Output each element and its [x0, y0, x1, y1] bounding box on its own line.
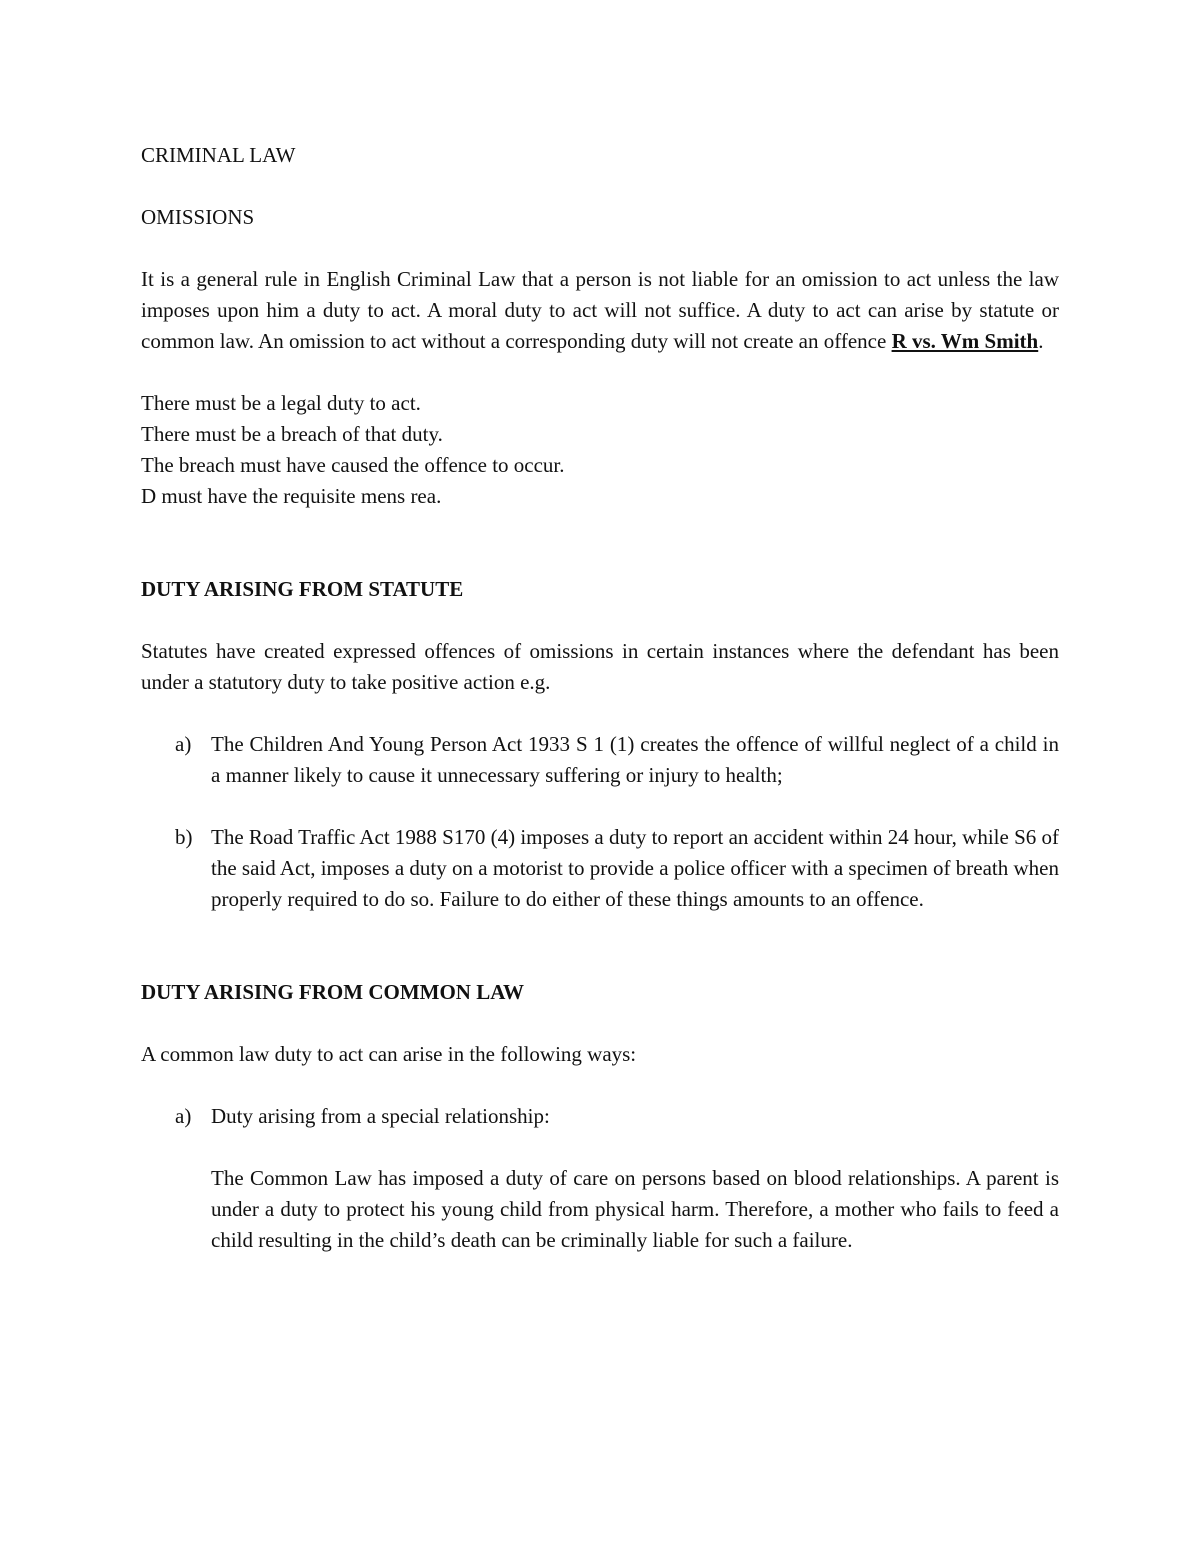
list-item-text: The Road Traffic Act 1988 S170 (4) imposes a duty to report an accident within 24 hour, while S6 of the said Act, imposes a duty on a motorist to provide a police officer with a specimen of breath when properly required to do so. Failure to do either of these things amounts to an offence.	[211, 825, 1059, 911]
statute-section-heading: DUTY ARISING FROM STATUTE	[141, 577, 464, 601]
list-marker: a)	[175, 1104, 192, 1128]
document-page	[141, 140, 1059, 1256]
list-marker: b)	[175, 825, 193, 849]
document-subtitle: OMISSIONS	[141, 205, 255, 229]
document-title: CRIMINAL LAW	[141, 143, 296, 167]
requirement-item: There must be a legal duty to act.	[141, 391, 421, 415]
list-item-text: Duty arising from a special relationship:	[211, 1104, 550, 1128]
requirements-list	[141, 388, 1059, 512]
requirement-item: The breach must have caused the offence to occur.	[141, 453, 565, 477]
special-relationship-paragraph: The Common Law has imposed a duty of care on persons based on blood relationships. A parent is under a duty to protect his young child from physical harm. Therefore, a mother who fails to feed a child resulting in the child’s death can be criminally liable for such a failure.	[211, 1166, 1059, 1252]
intro-text: It is a general rule in English Criminal Law that a person is not liable for an omission to act unless the law imposes upon him a duty to act. A moral duty to act will not suffice. A duty to act can arise by statute or common law. An omission to act without a corresponding duty will not create an offence	[141, 267, 1059, 353]
common-law-section-intro: A common law duty to act can arise in the following ways:	[141, 1042, 637, 1066]
statute-list-item-b	[141, 822, 1059, 915]
list-item-text: The Children And Young Person Act 1933 S 1 (1) creates the offence of willful neglect of a child in a manner likely to cause it unnecessary suffering or injury to health;	[211, 732, 1059, 787]
requirement-item: D must have the requisite mens rea.	[141, 484, 442, 508]
common-law-list-item-a	[141, 1101, 1059, 1132]
statute-section-intro: Statutes have created expressed offences of omissions in certain instances where the defendant has been under a statutory duty to take positive action e.g.	[141, 639, 1059, 694]
statute-list-item-a	[141, 729, 1059, 791]
intro-text-end: .	[1038, 329, 1044, 353]
common-law-section-heading: DUTY ARISING FROM COMMON LAW	[141, 980, 525, 1004]
list-marker: a)	[175, 732, 192, 756]
case-reference: R vs. Wm Smith	[891, 329, 1039, 353]
intro-paragraph	[141, 264, 1059, 357]
requirement-item: There must be a breach of that duty.	[141, 422, 443, 446]
